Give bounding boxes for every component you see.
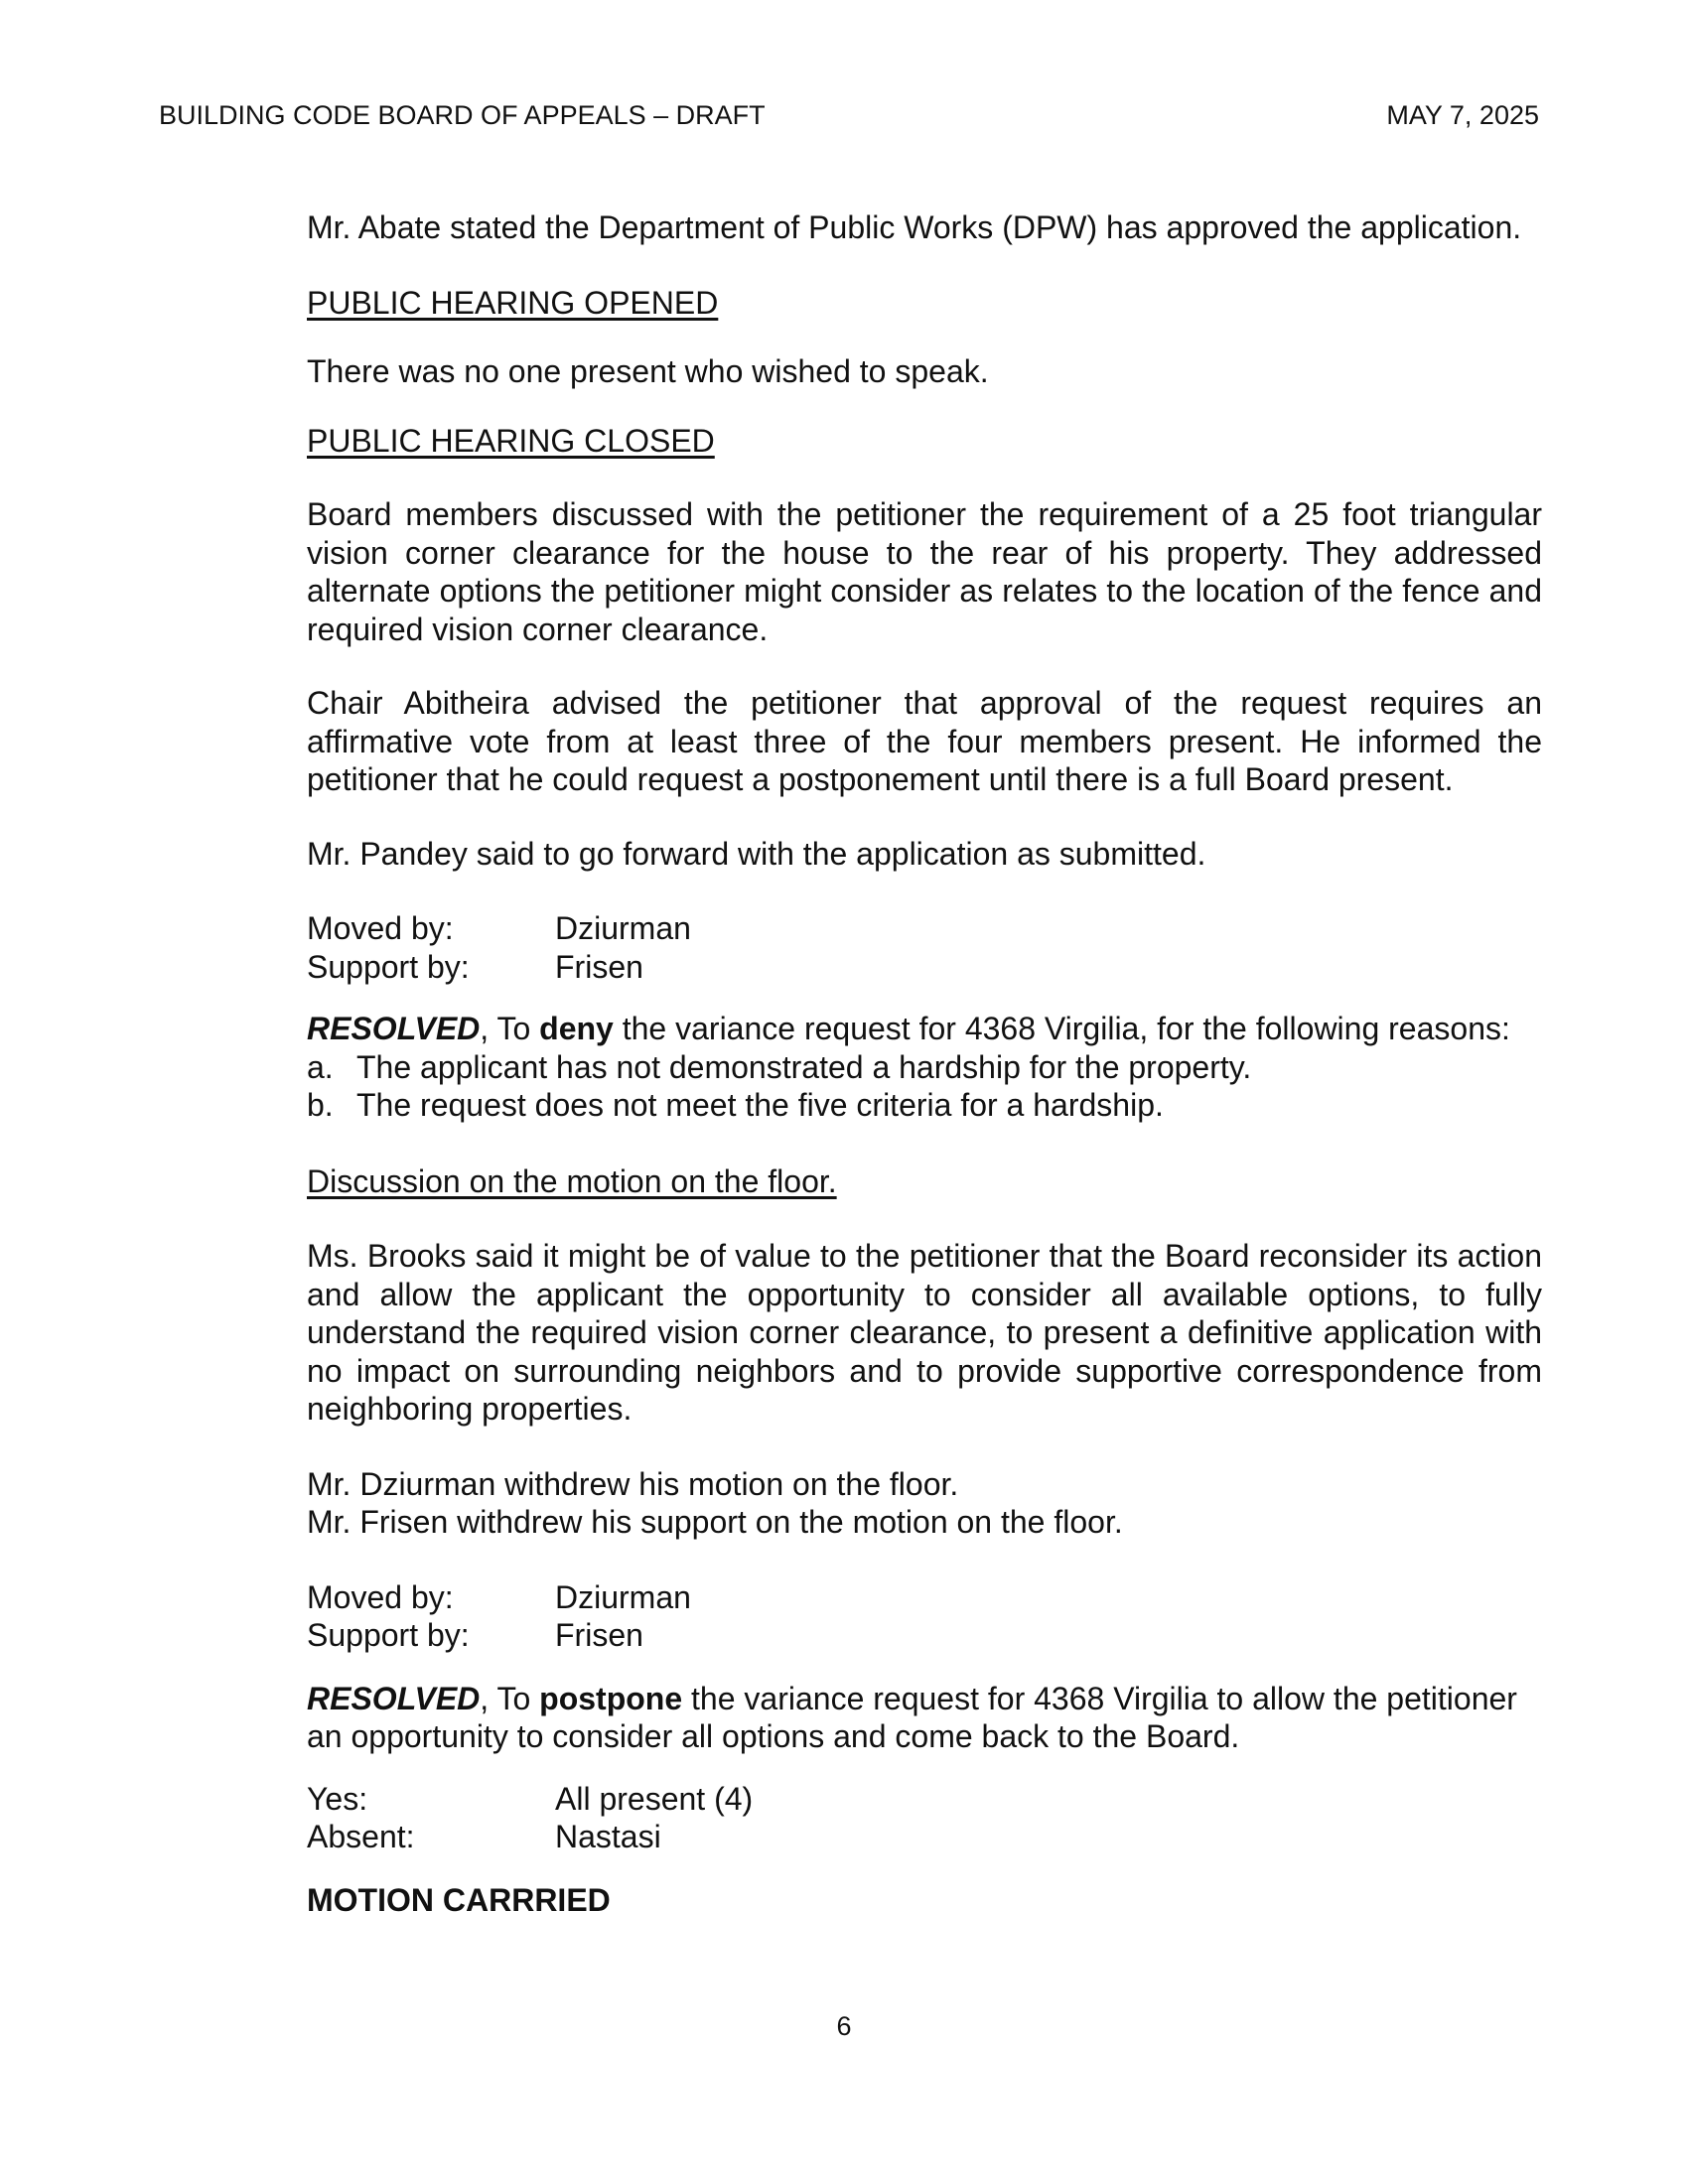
moved-by-label: Moved by: [307, 910, 454, 946]
resolved-keyword: RESOLVED [307, 1011, 481, 1046]
paragraph-brooks-comment: Ms. Brooks said it might be of value to the petitioner that the Board reconsider its action and allow the applicant the opportunity to consider all available options, to fully understand the required vision corner clearance, to present a definitive application with no impact on surrounding neighbors and to provide supportive correspondence from neighboring properties. [307, 1238, 1542, 1427]
resolution-deny [307, 1010, 1542, 1125]
paragraph-board-discussion: Board members discussed with the petitioner the requirement of a 25 foot triangular vision corner clearance for the house to the rear of his property. They addressed alternate options the petitioner might consider as relates to the location of the fence and required vision corner clearance. [307, 496, 1542, 647]
header-title: BUILDING CODE BOARD OF APPEALS – DRAFT [159, 100, 766, 130]
page-header [159, 99, 1539, 131]
vote-block [307, 1780, 1542, 1856]
moved-by-label: Moved by: [307, 1578, 454, 1615]
resolved-keyword: RESOLVED [307, 1680, 481, 1716]
vote-absent-value: Nastasi [555, 1819, 661, 1854]
reason-marker: b. [307, 1087, 334, 1123]
withdrawal-block [307, 1465, 1542, 1542]
paragraph-dpw-approval: Mr. Abate stated the Department of Public Works (DPW) has approved the application. [307, 209, 1522, 245]
resolution-connector: , To [480, 1680, 540, 1716]
motion-result: MOTION CARRRIED [307, 1881, 611, 1918]
moved-by-row [307, 1578, 1542, 1617]
support-by-row [307, 948, 1542, 987]
section-heading-discussion: Discussion on the motion on the floor. [307, 1162, 837, 1199]
vote-yes-value: All present (4) [555, 1780, 754, 1817]
resolution-action: postpone [539, 1680, 683, 1716]
motion-block-1 [307, 909, 1542, 986]
reason-item [307, 1086, 1542, 1125]
moved-by-value: Dziurman [555, 1578, 691, 1615]
resolution-subject: the variance request for 4368 Virgilia to allow the petitioner an opportunity to consider all options and come back to the Board. [307, 1680, 1517, 1754]
support-by-value: Frisen [555, 948, 643, 985]
reason-marker: a. [307, 1048, 334, 1085]
resolution-postpone-text [307, 1680, 1542, 1756]
reason-text: The applicant has not demonstrated a hardship for the property. [356, 1048, 1252, 1085]
vote-absent-row [307, 1818, 1542, 1856]
support-by-value: Frisen [555, 1617, 643, 1653]
resolution-deny-text [307, 1010, 1542, 1048]
section-heading-hearing-opened: PUBLIC HEARING OPENED [307, 284, 719, 321]
section-heading-hearing-closed: PUBLIC HEARING CLOSED [307, 422, 715, 459]
paragraph-dziurman-withdrawal: Mr. Dziurman withdrew his motion on the floor. [307, 1465, 959, 1502]
support-by-label: Support by: [307, 948, 470, 985]
moved-by-row [307, 909, 1542, 948]
support-by-row [307, 1616, 1542, 1655]
motion-block-2 [307, 1578, 1542, 1655]
vote-yes-row [307, 1780, 1542, 1819]
page-number: 6 [836, 2011, 852, 2041]
reason-text: The request does not meet the five criteria for a hardship. [356, 1087, 1164, 1123]
resolution-action: deny [539, 1011, 614, 1046]
moved-by-value: Dziurman [555, 910, 691, 946]
reason-item [307, 1048, 1542, 1087]
vote-yes-label: Yes: [307, 1780, 368, 1817]
page-body [307, 208, 1542, 1919]
paragraph-frisen-withdrawal: Mr. Frisen withdrew his support on the motion on the floor. [307, 1504, 1123, 1540]
paragraph-no-speakers: There was no one present who wished to speak. [307, 353, 989, 389]
vote-absent-label: Absent: [307, 1819, 415, 1854]
paragraph-chair-advice: Chair Abitheira advised the petitioner that approval of the request requires an affirmative vote from at least three of the four members present. He informed the petitioner that he could request a postponement until there is a full Board present. [307, 685, 1542, 797]
resolution-connector: , To [480, 1011, 540, 1046]
resolution-subject: the variance request for 4368 Virgilia, for the following reasons: [613, 1011, 1510, 1046]
header-date: MAY 7, 2025 [1386, 100, 1539, 130]
paragraph-pandey-statement: Mr. Pandey said to go forward with the application as submitted. [307, 835, 1206, 872]
support-by-label: Support by: [307, 1617, 470, 1653]
